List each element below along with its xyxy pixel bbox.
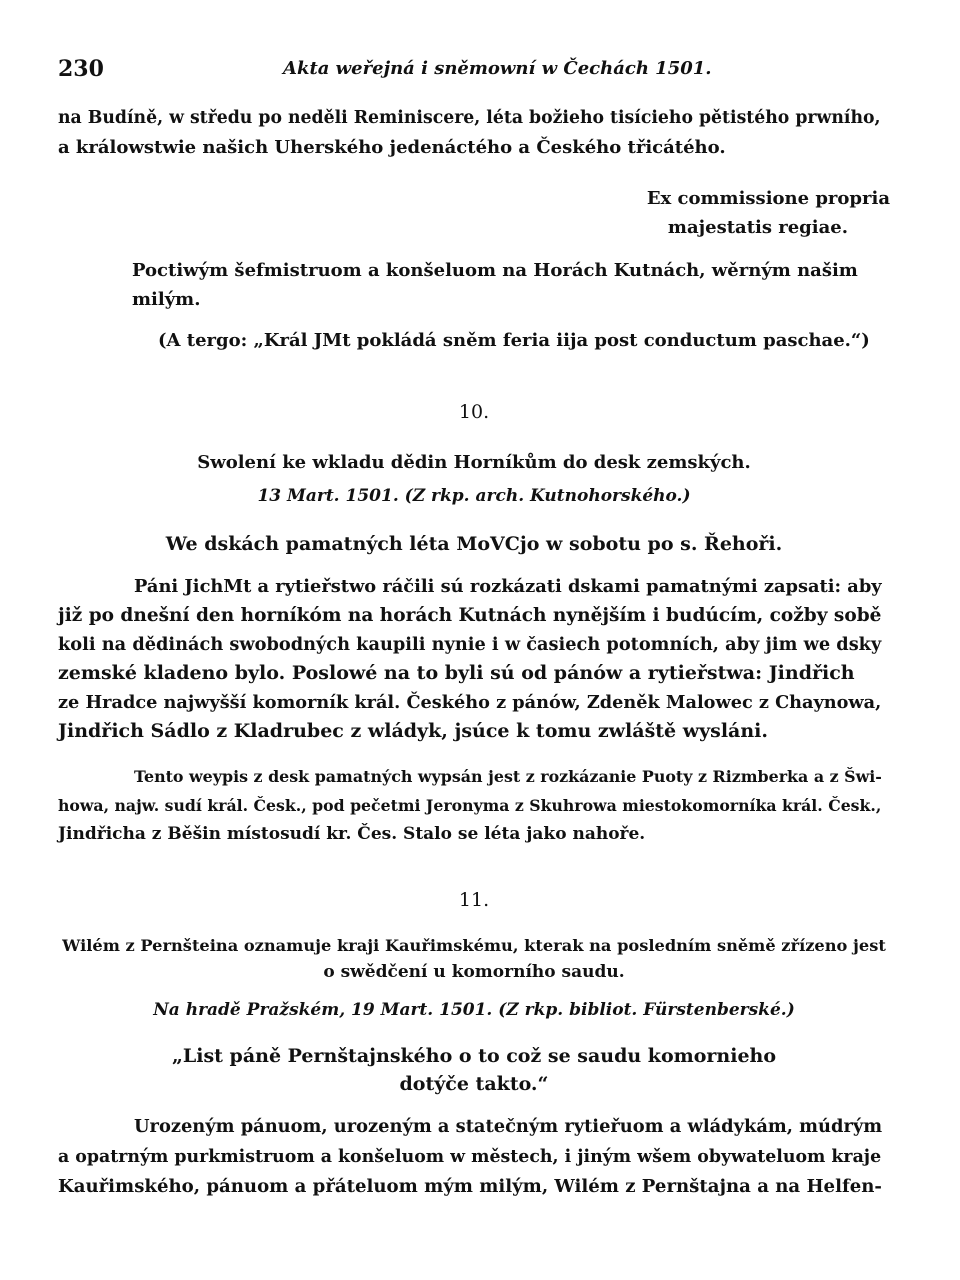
- document-11-title: [58, 932, 890, 986]
- page-header: [58, 56, 890, 84]
- text-line: na Budíně, w středu po neděli Reminiscere, léta božieho tisícieho pětistého prwního,: [58, 108, 881, 128]
- text-line: zemské kladeno bylo. Poslowé na to byli sú od pánów a rytieřstwa: Jindřich: [58, 662, 855, 684]
- text-line: o swědčení u komorního saudu.: [323, 962, 625, 982]
- text-line: Jindřicha z Běšin místosudí kr. Čes. Stalo se léta jako nahoře.: [58, 824, 646, 844]
- document-11: [58, 886, 890, 914]
- document-11-heading: [58, 1042, 890, 1098]
- text-line: koli na dědinách swobodných kaupili nynie i w časiech potomních, aby jim we dsky: [58, 634, 882, 655]
- text-line: a opatrným purkmistruom a konšeluom w městech, i jiným wšem obywateluom kraje: [58, 1147, 882, 1167]
- text-line: Ex commissione propria: [646, 188, 890, 209]
- text-line: majestatis regiae.: [667, 217, 848, 238]
- text-line: Kauřimského, pánuom a přáteluom mým milým, Wilém z Pernštajna a na Helfen-: [58, 1176, 882, 1197]
- document-10-incipit: We dskách pamatných léta MoVCjo w sobotu po s. Řehoři.: [165, 533, 783, 555]
- document-11-body: [58, 1112, 890, 1202]
- document-number: 10.: [458, 401, 490, 423]
- document-number: 11.: [458, 889, 490, 911]
- document-11-date: Na hradě Pražském, 19 Mart. 1501. (Z rkp. bibliot. Fürstenberské.): [153, 1000, 795, 1020]
- running-title: Akta weřejná i sněmowní w Čechách 1501.: [283, 58, 712, 79]
- text-line: již po dnešní den horníkóm na horách Kutnách nynějším i budúcím, cožby sobě: [58, 605, 882, 626]
- document-10-title: Swolení ke wkladu dědin Horníkům do desk zemských.: [197, 452, 751, 473]
- text-line: Wilém z Pernšteina oznamuje kraji Kauřimskému, kterak na posledním sněmě zřízeno jest: [62, 936, 886, 955]
- a-tergo-note: (A tergo: „Král JMt pokládá sněm feria iija post conductum paschae.“): [158, 330, 870, 351]
- continuation-paragraph: [58, 104, 890, 162]
- text-line: „List páně Pernštajnského o to což se saudu komornieho: [171, 1045, 777, 1067]
- text-line: Páni JichMt a rytieřstwo ráčili sú rozkázati dskami pamatnými zapsati: aby: [134, 576, 882, 597]
- text-line: Urozeným pánuom, urozeným a statečným rytieřuom a wládykám, múdrým: [134, 1116, 883, 1137]
- commission-note: [58, 184, 890, 242]
- text-line: Jindřich Sádlo z Kladrubec z wládyk, jsúce k tomu zwláště wysláni.: [58, 720, 769, 742]
- text-line: dotýče takto.“: [399, 1073, 549, 1095]
- document-10: [58, 398, 890, 426]
- document-10-note: [58, 762, 890, 849]
- text-line: howa, najw. sudí král. Česk., pod pečetmi Jeronyma z Skuhrowa miestokomorníka král. Česk.,: [58, 796, 882, 815]
- document-10-date: 13 Mart. 1501. (Z rkp. arch. Kutnohorského.): [257, 486, 691, 506]
- page-number: 230: [58, 56, 104, 82]
- text-line: ze Hradce najwyšší komorník král. Českého z pánów, Zdeněk Malowec z Chaynowa,: [58, 692, 882, 713]
- text-line: a králowstwie našich Uherského jedenáctého a Českého třicátého.: [58, 137, 726, 158]
- address-line: Poctiwým šefmistruom a konšeluom na Horách Kutnách, wěrným našim milým.: [132, 260, 858, 310]
- text-line: Tento weypis z desk pamatných wypsán jest z rozkázanie Puoty z Rizmberka a z Šwi-: [134, 767, 882, 786]
- document-10-body: [58, 572, 890, 746]
